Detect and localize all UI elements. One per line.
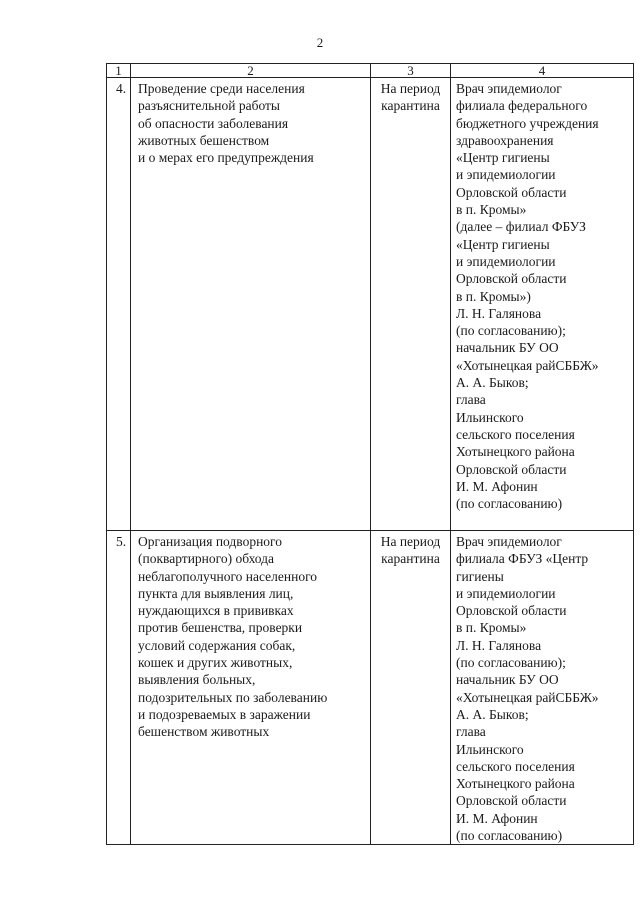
table-row bbox=[107, 78, 634, 531]
period-text: На период карантина bbox=[380, 81, 441, 114]
column-header-1: 1 bbox=[107, 64, 131, 78]
period-text: На период карантина bbox=[380, 534, 441, 567]
measure-text: Организация подворного (поквартирного) обхода неблагополучного населенного пункта для выявления лиц, нуждающихся в прививках против бешенства, проверки условий содержания собак, кошек и других животных, выявления больных, подозрительных по заболеванию и подозреваемых в заражении бешенством животных bbox=[138, 534, 328, 740]
responsible-text: Врач эпидемиолог филиала ФБУЗ «Центр гигиены и эпидемиологии Орловской области в п. Кромы» Л. Н. Галянова (по согласованию); начальник БУ ОО «Хотынецкая райСББЖ» А. А. Быков; глава Ильинского сельского поселения Хотынецкого района Орловской области И. М. Афонин (по согласованию) bbox=[456, 534, 599, 844]
column-header-3: 3 bbox=[371, 64, 451, 78]
page-number: 2 bbox=[316, 35, 324, 50]
measures-table bbox=[106, 63, 634, 845]
row-number: 5. bbox=[116, 534, 127, 549]
responsible-text: Врач эпидемиолог филиала федерального бюджетного учреждения здравоохранения «Центр гигиены и эпидемиологии Орловской области в п. Кромы» (далее – филиал ФБУЗ «Центр гигиены и эпидемиологии Орловской области в п. Кромы») Л. Н. Галянова (по согласованию); начальник БУ ОО «Хотынецкая райСББЖ» А. А. Быков; глава Ильинского сельского поселения Хотынецкого района Орловской области И. М. Афонин (по согласованию) bbox=[456, 81, 599, 512]
column-header-4: 4 bbox=[451, 64, 634, 78]
measure-text: Проведение среди населения разъяснительной работы об опасности заболевания животных бешенством и о мерах его предупреждения bbox=[138, 81, 314, 166]
table-header-row bbox=[107, 64, 634, 78]
column-header-2: 2 bbox=[131, 64, 371, 78]
table-row bbox=[107, 531, 634, 845]
row-number: 4. bbox=[116, 81, 127, 96]
